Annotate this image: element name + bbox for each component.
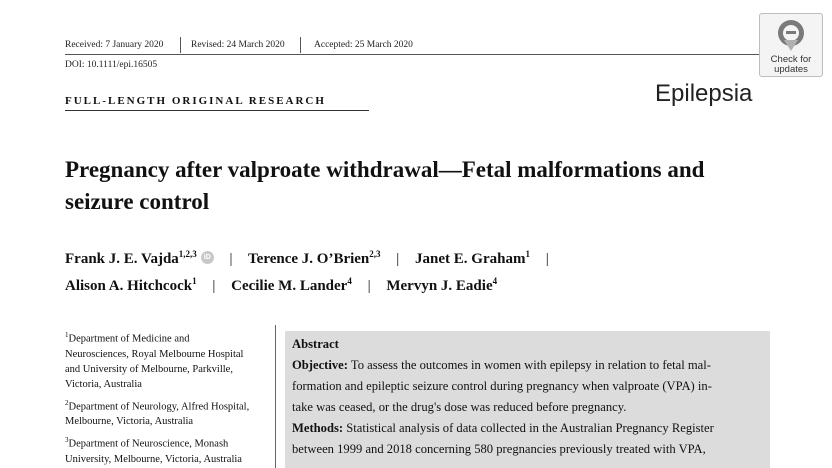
badge-line1: Check for bbox=[770, 54, 812, 65]
affiliation-item bbox=[65, 433, 270, 467]
accepted-date: Accepted: 25 March 2020 bbox=[314, 40, 413, 50]
journal-logo: Epilepsia bbox=[655, 80, 753, 107]
affiliation-sup: 2 bbox=[65, 398, 69, 407]
objective-text: take was ceased, or the drug's dose was reduced before pregnancy. bbox=[292, 400, 627, 414]
crossmark-icon bbox=[776, 18, 806, 52]
author-affil: 4 bbox=[492, 276, 498, 286]
author-name[interactable]: Janet E. Graham bbox=[415, 251, 526, 267]
abstract-heading: Abstract bbox=[292, 337, 339, 351]
author-affil: 1 bbox=[525, 249, 530, 259]
check-for-updates-button[interactable] bbox=[759, 13, 823, 77]
revised-date: Revised: 24 March 2020 bbox=[191, 40, 285, 50]
affiliation-text: University, Melbourne, Victoria, Australia bbox=[65, 453, 242, 465]
section-label: FULL-LENGTH ORIGINAL RESEARCH bbox=[65, 95, 326, 107]
affiliation-text: Victoria, Australia bbox=[65, 378, 142, 390]
methods-text: between 1999 and 2018 concerning 580 pregnancies previously treated with VPA, bbox=[292, 442, 706, 456]
meta-divider bbox=[180, 37, 181, 53]
objective-text: formation and epileptic seizure control during pregnancy when valproate (VPA) in- bbox=[292, 379, 712, 393]
author-name[interactable]: Cecilie M. Lander bbox=[231, 278, 348, 294]
affiliation-text: Department of Neurology, Alfred Hospital, bbox=[68, 401, 250, 412]
affiliation-text: Neurosciences, Royal Melbourne Hospital bbox=[65, 348, 244, 360]
affiliation-sup: 1 bbox=[65, 331, 69, 339]
title-line1: Pregnancy after valproate withdrawal—Fetal malformations and bbox=[65, 157, 705, 182]
affiliation-sup: 3 bbox=[65, 436, 69, 444]
orcid-icon[interactable]: iD bbox=[201, 251, 214, 264]
author-name[interactable]: Terence J. O’Brien bbox=[248, 251, 370, 267]
authors-line2 bbox=[65, 276, 497, 295]
author-affil: 2,3 bbox=[369, 249, 381, 259]
badge-line2: updates bbox=[774, 64, 808, 75]
title-line2: seizure control bbox=[65, 189, 210, 214]
author-name[interactable]: Frank J. E. Vajda bbox=[65, 251, 179, 267]
section-underline bbox=[65, 110, 369, 111]
affiliation-item bbox=[65, 328, 270, 392]
author-divider: | bbox=[229, 251, 233, 267]
affiliation-item bbox=[65, 396, 270, 430]
author-divider: | bbox=[212, 278, 216, 294]
author-name[interactable]: Alison A. Hitchcock bbox=[65, 278, 193, 294]
article-title bbox=[65, 154, 785, 218]
objective-label: Objective: bbox=[292, 358, 348, 372]
affiliation-text: Melbourne, Victoria, Australia bbox=[65, 416, 194, 427]
affiliation-text: Department of Medicine and bbox=[68, 333, 190, 345]
header-rule bbox=[65, 54, 767, 55]
abstract-content bbox=[292, 334, 770, 460]
author-affil: 1,2,3 bbox=[178, 249, 197, 259]
received-date: Received: 7 January 2020 bbox=[65, 40, 164, 50]
authors-line1 bbox=[65, 249, 561, 268]
doi-link[interactable]: DOI: 10.1111/epi.16505 bbox=[65, 60, 158, 70]
author-divider: | bbox=[396, 251, 400, 267]
author-divider: | bbox=[545, 251, 549, 267]
objective-text: To assess the outcomes in women with epilepsy in relation to fetal mal- bbox=[350, 358, 711, 372]
methods-label: Methods: bbox=[292, 421, 344, 435]
author-divider: | bbox=[367, 278, 371, 294]
meta-divider bbox=[300, 37, 301, 53]
author-affil: 1 bbox=[192, 276, 197, 286]
affiliation-text: and University of Melbourne, Parkville, bbox=[65, 363, 233, 375]
affiliations bbox=[65, 328, 270, 467]
column-divider bbox=[275, 325, 276, 468]
methods-text: Statistical analysis of data collected in the Australian Pregnancy Register bbox=[346, 421, 714, 435]
author-name[interactable]: Mervyn J. Eadie bbox=[386, 278, 493, 294]
author-affil: 4 bbox=[347, 276, 352, 286]
affiliation-text: Department of Neuroscience, Monash bbox=[68, 438, 229, 450]
